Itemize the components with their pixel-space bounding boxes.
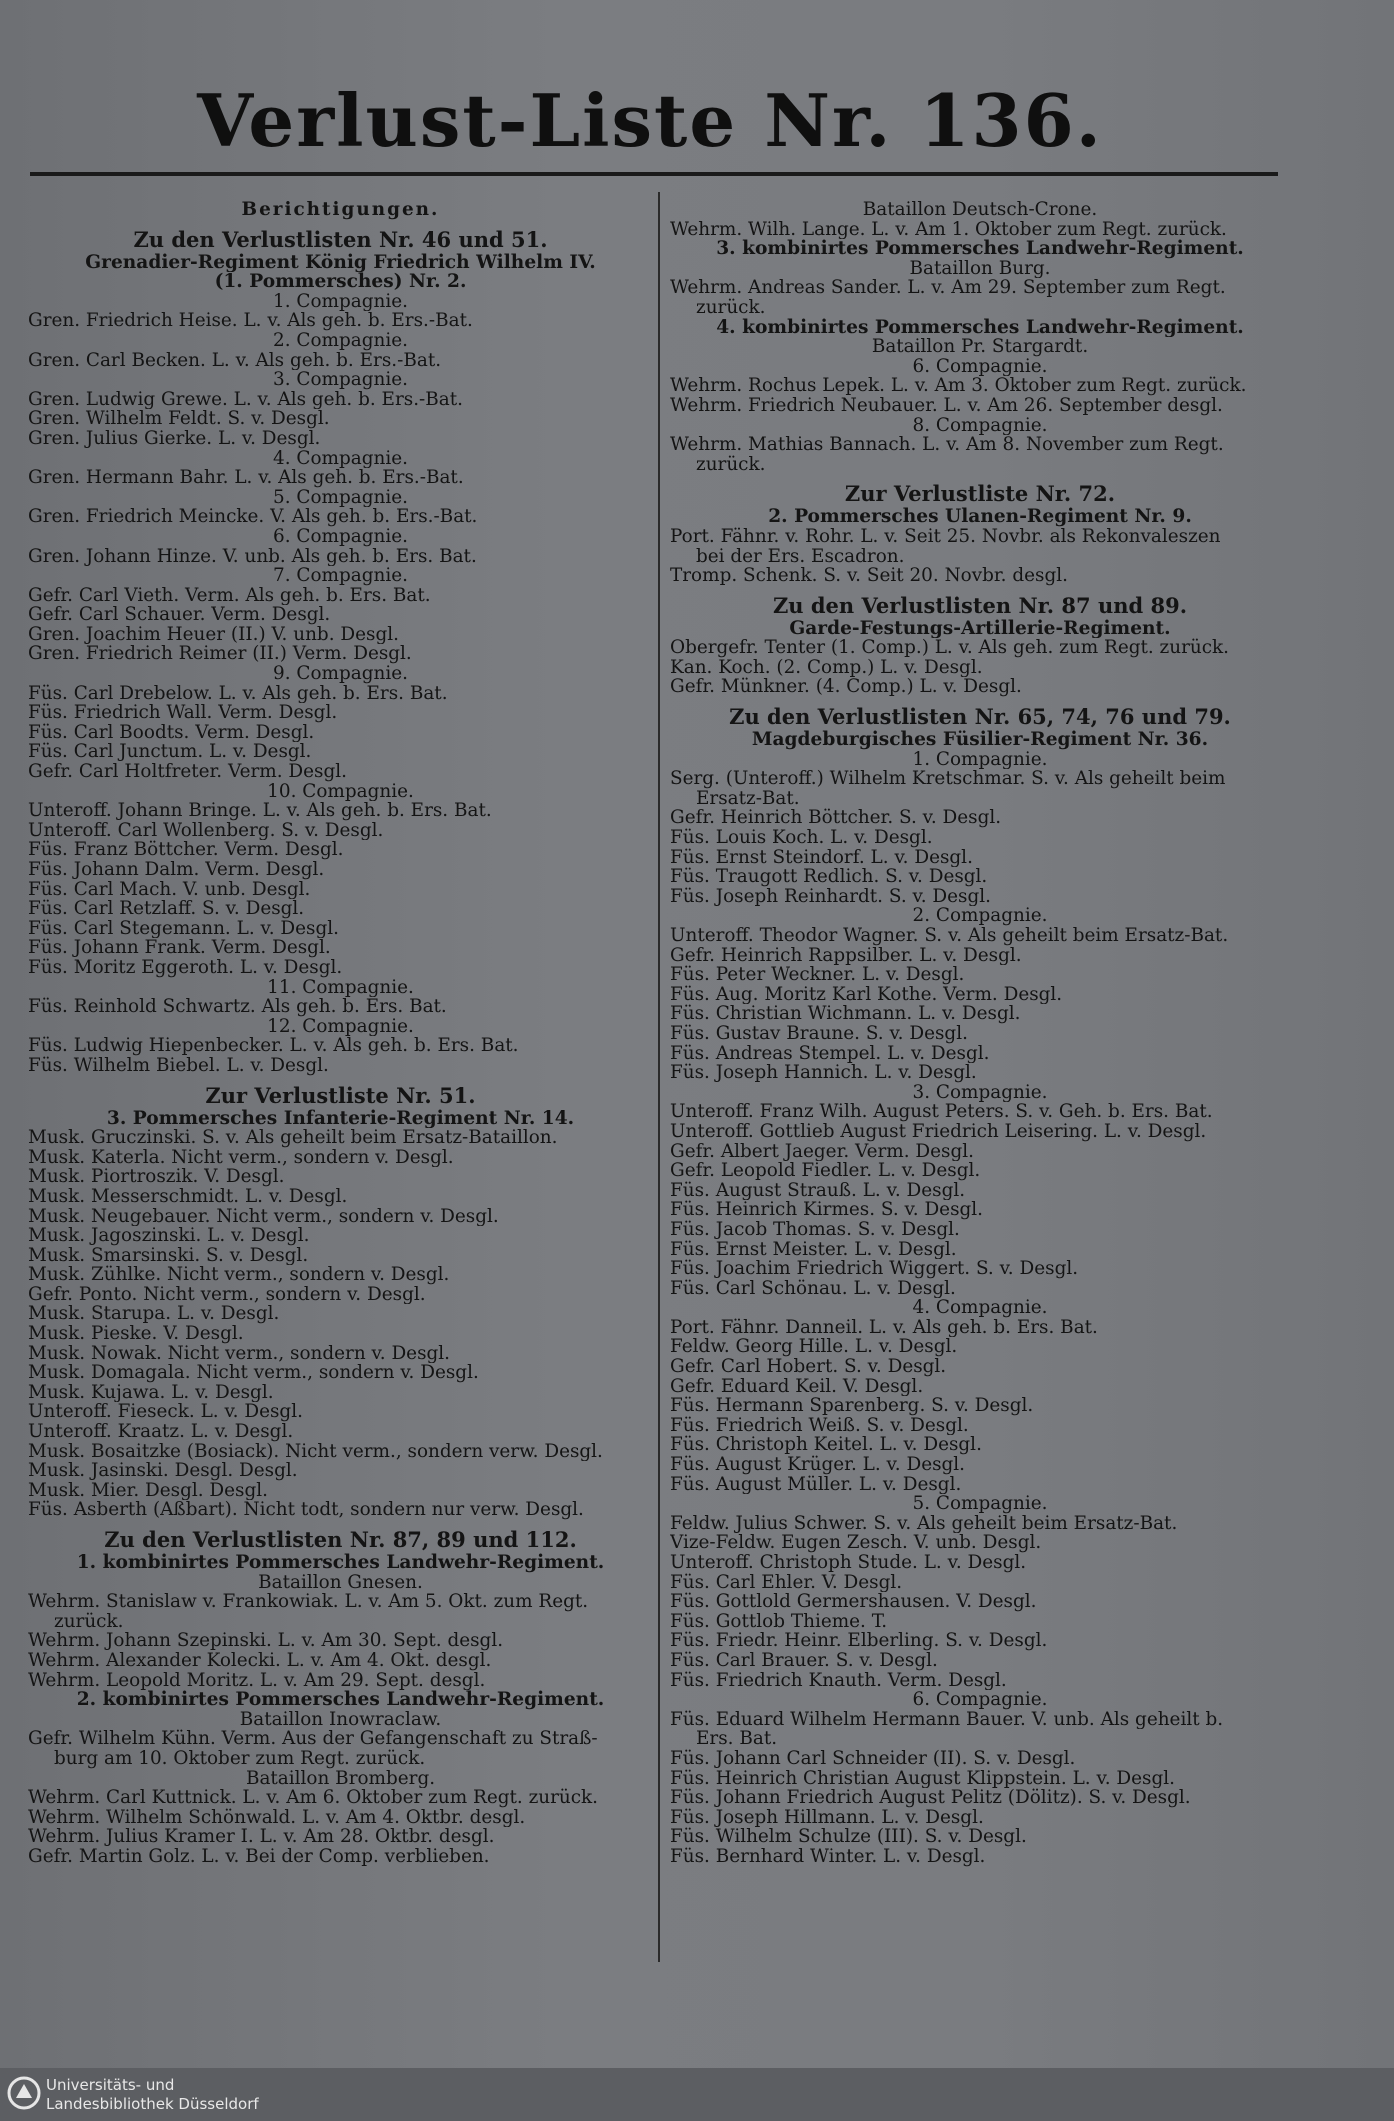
entry-line: Füs. Friedr. Heinr. Elberling. S. v. Desgl. bbox=[670, 1631, 1048, 1651]
entry-line: Füs. August Krüger. L. v. Desgl. bbox=[670, 1455, 966, 1475]
entry-line: Füs. Aug. Moritz Karl Kothe. Verm. Desgl. bbox=[670, 984, 1063, 1005]
entry-line: Unteroff. Johann Bringe. L. v. Als geh. b. Ers. Bat. bbox=[28, 801, 492, 821]
entry-line: Gren. Wilhelm Feldt. S. v. Desgl. bbox=[28, 409, 330, 429]
entry-line: Wehrm. Rochus Lepek. L. v. Am 3. Oktober zum Regt. zurück. bbox=[670, 376, 1247, 396]
entry-line: Gren. Joachim Heuer (II.) V. unb. Desgl. bbox=[28, 624, 399, 645]
entry-line: Füs. Joseph Hannich. L. v. Desgl. bbox=[670, 1063, 977, 1083]
list-reference-heading: Zu den Verlustlisten Nr. 87 und 89. bbox=[772, 592, 1188, 618]
entry-line: Füs. Carl Drebelow. L. v. Als geh. b. Ers. Bat. bbox=[28, 683, 448, 704]
entry-line: Musk. Kujawa. L. v. Desgl. bbox=[28, 1382, 274, 1403]
entry-line: Füs. Hermann Sparenberg. S. v. Desgl. bbox=[670, 1396, 1034, 1416]
unit-heading: 6. Compagnie. bbox=[912, 1690, 1048, 1710]
entry-line: Füs. Carl Junctum. L. v. Desgl. bbox=[28, 742, 312, 763]
entry-line: Gefr. Carl Vieth. Verm. Als geh. b. Ers. Bat. bbox=[28, 585, 431, 606]
entry-line: Wehrm. Stanislaw v. Frankowiak. L. v. Am 5. Okt. zum Regt. bbox=[28, 1592, 589, 1612]
entry-line: Füs. Joseph Hillmann. L. v. Desgl. bbox=[670, 1807, 984, 1828]
entry-line: Kan. Koch. (2. Comp.) L. v. Desgl. bbox=[670, 657, 983, 678]
entry-line: Füs. Franz Böttcher. Verm. Desgl. bbox=[28, 840, 344, 860]
entry-line: Füs. Carl Retzlaff. S. v. Desgl. bbox=[28, 899, 305, 919]
entry-line: Füs. Carl Schönau. L. v. Desgl. bbox=[670, 1278, 956, 1299]
entry-line: Füs. Moritz Eggeroth. L. v. Desgl. bbox=[28, 957, 343, 978]
entry-continuation: zurück. bbox=[696, 297, 766, 318]
page-title: Verlust-Liste Nr. 136. bbox=[197, 78, 1103, 163]
unit-heading: Bataillon Gnesen. bbox=[258, 1572, 423, 1593]
entry-line: Gren. Friedrich Reimer (II.) Verm. Desgl. bbox=[28, 644, 412, 665]
entry-line: Füs. Ludwig Hiepenbecker. L. v. Als geh. b. Ers. Bat. bbox=[28, 1036, 519, 1056]
regiment-heading: 2. kombinirtes Pommersches Landwehr-Regiment. bbox=[76, 1690, 605, 1710]
right-column bbox=[670, 200, 1290, 1867]
entry-line: Füs. Bernhard Winter. L. v. Desgl. bbox=[670, 1846, 986, 1867]
entry-line: Vize-Feldw. Eugen Zesch. V. unb. Desgl. bbox=[670, 1533, 1042, 1553]
entry-line: Musk. Jasinski. Desgl. Desgl. bbox=[28, 1461, 298, 1481]
entry-line: Unteroff. Kraatz. L. v. Desgl. bbox=[28, 1422, 294, 1442]
entry-line: Füs. Carl Stegemann. L. v. Desgl. bbox=[28, 918, 339, 939]
entry-line: Gefr. Carl Holtfreter. Verm. Desgl. bbox=[28, 762, 347, 782]
library-name-line2: Landesbibliothek Düsseldorf bbox=[46, 2095, 259, 2113]
entry-continuation: zurück. bbox=[54, 1611, 124, 1632]
entry-line: Musk. Mier. Desgl. Desgl. bbox=[28, 1480, 268, 1501]
regiment-heading: Grenadier-Regiment König Friedrich Wilhelm IV. bbox=[85, 252, 596, 273]
list-reference-heading: Zu den Verlustlisten Nr. 46 und 51. bbox=[133, 226, 548, 252]
entry-line: Füs. Wilhelm Biebel. L. v. Desgl. bbox=[28, 1055, 329, 1076]
entry-line: Füs. Carl Boodts. Verm. Desgl. bbox=[28, 722, 315, 743]
entry-line: Unteroff. Theodor Wagner. S. v. Als geheilt beim Ersatz-Bat. bbox=[670, 926, 1229, 946]
unit-heading: 2. Compagnie. bbox=[273, 330, 408, 351]
unit-heading: 8. Compagnie. bbox=[912, 415, 1048, 436]
entry-line: Musk. Starupa. L. v. Desgl. bbox=[28, 1304, 280, 1325]
entry-line: Füs. Carl Mach. V. unb. Desgl. bbox=[28, 879, 311, 900]
entry-line: Gren. Friedrich Heise. L. v. Als geh. b. Ers.-Bat. bbox=[28, 311, 473, 331]
entry-line: Füs. Johann Carl Schneider (II). S. v. Desgl. bbox=[670, 1748, 1076, 1769]
entry-line: Füs. Christoph Keitel. L. v. Desgl. bbox=[670, 1435, 982, 1456]
unit-heading: 7. Compagnie. bbox=[273, 566, 408, 586]
entry-line: Musk. Katerla. Nicht verm., sondern v. Desgl. bbox=[28, 1147, 454, 1168]
regiment-heading: 3. Pommersches Infanterie-Regiment Nr. 14. bbox=[106, 1108, 575, 1129]
entry-line: Feldw. Georg Hille. L. v. Desgl. bbox=[670, 1337, 958, 1358]
entry-continuation: zurück. bbox=[696, 454, 766, 475]
entry-line: Unteroff. Fieseck. L. v. Desgl. bbox=[28, 1402, 303, 1423]
entry-line: Füs. Friedrich Weiß. S. v. Desgl. bbox=[670, 1415, 969, 1436]
unit-heading: Bataillon Burg. bbox=[909, 258, 1051, 279]
entry-line: Füs. Johann Dalm. Verm. Desgl. bbox=[28, 860, 325, 880]
unit-heading: 9. Compagnie. bbox=[273, 664, 408, 684]
unit-heading: 1. Compagnie. bbox=[912, 749, 1048, 770]
entry-line: Gren. Ludwig Grewe. L. v. Als geh. b. Ers.-Bat. bbox=[28, 389, 463, 410]
entry-line: Füs. Friedrich Knauth. Verm. Desgl. bbox=[670, 1670, 1007, 1691]
entry-line: Füs. Heinrich Christian August Klippstein. L. v. Desgl. bbox=[670, 1768, 1175, 1789]
entry-line: Musk. Pieske. V. Desgl. bbox=[28, 1324, 244, 1344]
column-divider bbox=[658, 192, 660, 1962]
entry-continuation: bei der Ers. Escadron. bbox=[696, 546, 905, 567]
entry-line: Füs. Johann Frank. Verm. Desgl. bbox=[28, 938, 331, 958]
entry-line: Füs. Jacob Thomas. S. v. Desgl. bbox=[670, 1219, 960, 1240]
entry-line: Füs. Wilhelm Schulze (III). S. v. Desgl. bbox=[670, 1827, 1027, 1847]
unit-heading: Bataillon Bromberg. bbox=[245, 1768, 436, 1789]
regiment-heading: 2. Pommersches Ulanen-Regiment Nr. 9. bbox=[768, 507, 1192, 527]
entry-line: Wehrm. Wilh. Lange. L. v. Am 1. Oktober zum Regt. zurück. bbox=[670, 219, 1227, 240]
unit-heading: 3. Compagnie. bbox=[273, 370, 408, 390]
entry-line: Füs. August Strauß. L. v. Desgl. bbox=[670, 1180, 966, 1201]
entry-line: Unteroff. Franz Wilh. August Peters. S. v. Geh. b. Ers. Bat. bbox=[670, 1102, 1213, 1122]
entry-line: Musk. Messerschmidt. L. v. Desgl. bbox=[28, 1186, 348, 1207]
entry-line: Wehrm. Alexander Kolecki. L. v. Am 4. Okt. desgl. bbox=[28, 1650, 492, 1671]
entry-line: Gefr. Martin Golz. L. v. Bei der Comp. verblieben. bbox=[28, 1846, 490, 1867]
entry-line: Serg. (Unteroff.) Wilhelm Kretschmar. S. v. Als geheilt beim bbox=[670, 769, 1226, 789]
unit-heading: 4. Compagnie. bbox=[912, 1298, 1048, 1318]
entry-line: Gefr. Leopold Fiedler. L. v. Desgl. bbox=[670, 1161, 981, 1181]
unit-heading: Bataillon Pr. Stargardt. bbox=[871, 337, 1089, 357]
unit-heading: 6. Compagnie. bbox=[273, 526, 408, 547]
entry-line: Wehrm. Wilhelm Schönwald. L. v. Am 4. Oktbr. desgl. bbox=[28, 1807, 526, 1828]
entry-line: Füs. Ernst Steindorf. L. v. Desgl. bbox=[670, 847, 973, 868]
unit-heading: 6. Compagnie. bbox=[912, 356, 1048, 377]
entry-line: Füs. Andreas Stempel. L. v. Desgl. bbox=[670, 1043, 990, 1064]
entry-line: Füs. Carl Ehler. V. Desgl. bbox=[670, 1572, 903, 1593]
list-reference-heading: Zu den Verlustlisten Nr. 87, 89 und 112. bbox=[104, 1527, 577, 1552]
entry-line: Musk. Nowak. Nicht verm., sondern v. Desgl. bbox=[28, 1343, 451, 1364]
unit-heading: Bataillon Inowraclaw. bbox=[239, 1709, 442, 1730]
entry-line: Gren. Hermann Bahr. L. v. Als geh. b. Ers.-Bat. bbox=[28, 468, 464, 488]
regiment-heading: 3. kombinirtes Pommersches Landwehr-Regiment. bbox=[716, 239, 1244, 259]
entry-line: Füs. Reinhold Schwartz. Als geh. b. Ers. Bat. bbox=[28, 997, 447, 1017]
entry-line: Füs. Gustav Braune. S. v. Desgl. bbox=[670, 1023, 968, 1044]
list-reference-heading: Zu den Verlustlisten Nr. 65, 74, 76 und 79. bbox=[729, 704, 1231, 730]
entry-continuation: burg am 10. Oktober zum Regt. zurück. bbox=[54, 1748, 426, 1769]
entry-line: Gefr. Heinrich Rappsilber. L. v. Desgl. bbox=[670, 945, 1022, 966]
entry-line: Gefr. Münkner. (4. Comp.) L. v. Desgl. bbox=[670, 677, 1022, 698]
entry-line: Gefr. Carl Hobert. S. v. Desgl. bbox=[670, 1357, 947, 1377]
entry-line: Füs. Louis Koch. L. v. Desgl. bbox=[670, 828, 933, 848]
entry-continuation: Ersatz-Bat. bbox=[696, 788, 800, 809]
entry-line: Füs. Joachim Friedrich Wiggert. S. v. Desgl. bbox=[670, 1259, 1079, 1279]
unit-heading: 5. Compagnie. bbox=[912, 1494, 1048, 1514]
regiment-heading: Garde-Festungs-Artillerie-Regiment. bbox=[789, 618, 1171, 639]
entry-line: Gefr. Albert Jaeger. Verm. Desgl. bbox=[670, 1141, 974, 1162]
entry-line: Wehrm. Julius Kramer I. L. v. Am 28. Oktbr. desgl. bbox=[28, 1827, 495, 1847]
section-heading: Berichtigungen. bbox=[241, 200, 440, 220]
unit-heading: 11. Compagnie. bbox=[267, 977, 414, 998]
entry-line: Wehrm. Carl Kuttnick. L. v. Am 6. Oktober zum Regt. zurück. bbox=[28, 1788, 599, 1808]
entry-line: Füs. Ernst Meister. L. v. Desgl. bbox=[670, 1239, 957, 1260]
entry-line: Füs. August Müller. L. v. Desgl. bbox=[670, 1474, 962, 1495]
entry-line: Füs. Peter Weckner. L. v. Desgl. bbox=[670, 965, 965, 985]
entry-line: Musk. Domagala. Nicht verm., sondern v. Desgl. bbox=[28, 1363, 479, 1383]
regiment-heading: 1. kombinirtes Pommersches Landwehr-Regiment. bbox=[76, 1553, 605, 1573]
left-column bbox=[28, 200, 653, 1867]
entry-line: Füs. Traugott Redlich. S. v. Desgl. bbox=[670, 867, 988, 887]
entry-line: Wehrm. Friedrich Neubauer. L. v. Am 26. September desgl. bbox=[670, 395, 1223, 416]
unit-heading: 5. Compagnie. bbox=[273, 487, 408, 508]
entry-line: Füs. Joseph Reinhardt. S. v. Desgl. bbox=[670, 886, 991, 907]
entry-line: Gren. Johann Hinze. V. unb. Als geh. b. Ers. Bat. bbox=[28, 546, 477, 567]
entry-line: Port. Fähnr. v. Rohr. L. v. Seit 25. Novbr. als Rekonvaleszen bbox=[670, 526, 1221, 547]
entry-line: Unteroff. Gottlieb August Friedrich Leisering. L. v. Desgl. bbox=[670, 1121, 1207, 1142]
list-reference-heading: Zur Verlustliste Nr. 72. bbox=[844, 481, 1116, 507]
ulb-logo-icon bbox=[6, 2074, 42, 2112]
entry-line: Füs. Eduard Wilhelm Hermann Bauer. V. unb. Als geheilt b. bbox=[670, 1709, 1224, 1730]
entry-line: Gefr. Wilhelm Kühn. Verm. Aus der Gefangenschaft zu Straß- bbox=[28, 1729, 598, 1749]
library-footer bbox=[0, 2068, 1394, 2121]
entry-line: Tromp. Schenk. S. v. Seit 20. Novbr. desgl. bbox=[670, 566, 1068, 586]
library-name-line1: Universitäts- und bbox=[46, 2076, 175, 2094]
entry-line: Port. Fähnr. Danneil. L. v. Als geh. b. Ers. Bat. bbox=[670, 1317, 1098, 1338]
unit-heading: 12. Compagnie. bbox=[267, 1016, 414, 1037]
entry-line: Musk. Smarsinski. S. v. Desgl. bbox=[28, 1245, 309, 1266]
entry-line: Musk. Piortroszik. V. Desgl. bbox=[28, 1167, 285, 1187]
unit-heading: 2. Compagnie. bbox=[912, 906, 1048, 926]
unit-heading: 3. Compagnie. bbox=[912, 1082, 1048, 1103]
entry-line: Musk. Neugebauer. Nicht verm., sondern v. Desgl. bbox=[28, 1206, 499, 1227]
entry-line: Gefr. Heinrich Böttcher. S. v. Desgl. bbox=[670, 808, 1002, 829]
unit-heading: Bataillon Deutsch-Crone. bbox=[862, 200, 1098, 220]
entry-line: Gren. Friedrich Meincke. V. Als geh. b. Ers.-Bat. bbox=[28, 507, 478, 527]
entry-line: Gefr. Eduard Keil. V. Desgl. bbox=[670, 1376, 924, 1397]
entry-line: Musk. Jagoszinski. L. v. Desgl. bbox=[28, 1226, 310, 1246]
entry-line: Gefr. Carl Schauer. Verm. Desgl. bbox=[28, 605, 331, 625]
unit-heading: 10. Compagnie. bbox=[267, 781, 414, 802]
entry-line: Wehrm. Leopold Moritz. L. v. Am 29. Sept. desgl. bbox=[28, 1670, 486, 1691]
unit-heading: 4. Compagnie. bbox=[273, 448, 408, 469]
entry-line: Füs. Gottlold Germershausen. V. Desgl. bbox=[670, 1592, 1037, 1612]
entry-line: Wehrm. Andreas Sander. L. v. Am 29. September zum Regt. bbox=[670, 278, 1226, 298]
entry-line: Wehrm. Mathias Bannach. L. v. Am 8. November zum Regt. bbox=[670, 435, 1224, 455]
entry-line: Gren. Julius Gierke. L. v. Desgl. bbox=[28, 428, 321, 449]
entry-line: Gren. Carl Becken. L. v. Als geh. b. Ers.-Bat. bbox=[28, 350, 442, 371]
entry-line: Füs. Johann Friedrich August Pelitz (Dölitz). S. v. Desgl. bbox=[670, 1788, 1191, 1808]
entry-line: Musk. Bosaitzke (Bosiack). Nicht verm., sondern verw. Desgl. bbox=[28, 1441, 603, 1462]
entry-line: Musk. Zühlke. Nicht verm., sondern v. Desgl. bbox=[28, 1265, 450, 1285]
entry-line: Unteroff. Carl Wollenberg. S. v. Desgl. bbox=[28, 820, 384, 841]
entry-continuation: Ers. Bat. bbox=[696, 1729, 778, 1749]
unit-heading: 1. Compagnie. bbox=[273, 291, 408, 312]
entry-line: Füs. Carl Brauer. S. v. Desgl. bbox=[670, 1650, 938, 1671]
entry-line: Füs. Gottlob Thieme. T. bbox=[670, 1611, 888, 1632]
entry-line: Obergefr. Tenter (1. Comp.) L. v. Als geh. zum Regt. zurück. bbox=[670, 638, 1230, 658]
entry-line: Unteroff. Christoph Stude. L. v. Desgl. bbox=[670, 1553, 1027, 1573]
list-reference-heading: Zur Verlustliste Nr. 51. bbox=[205, 1082, 476, 1108]
entry-line: Gefr. Ponto. Nicht verm., sondern v. Desgl. bbox=[28, 1284, 426, 1305]
library-name bbox=[46, 2076, 259, 2114]
entry-line: Füs. Friedrich Wall. Verm. Desgl. bbox=[28, 703, 338, 723]
regiment-heading: 4. kombinirtes Pommersches Landwehr-Regiment. bbox=[716, 317, 1244, 338]
entry-line: Füs. Christian Wichmann. L. v. Desgl. bbox=[670, 1004, 1021, 1024]
entry-line: Füs. Asberth (Aßbart). Nicht todt, sondern nur verw. Desgl. bbox=[28, 1500, 584, 1520]
entry-line: Musk. Gruczinski. S. v. Als geheilt beim Ersatz-Bataillon. bbox=[28, 1128, 558, 1148]
entry-line: Feldw. Julius Schwer. S. v. Als geheilt beim Ersatz-Bat. bbox=[670, 1513, 1178, 1534]
entry-line: Füs. Heinrich Kirmes. S. v. Desgl. bbox=[670, 1200, 984, 1220]
regiment-heading: Magdeburgisches Füsilier-Regiment Nr. 36. bbox=[751, 730, 1209, 750]
title-rule bbox=[30, 172, 1278, 176]
entry-line: Wehrm. Johann Szepinski. L. v. Am 30. Sept. desgl. bbox=[28, 1631, 504, 1651]
regiment-heading: (1. Pommersches) Nr. 2. bbox=[214, 272, 467, 292]
